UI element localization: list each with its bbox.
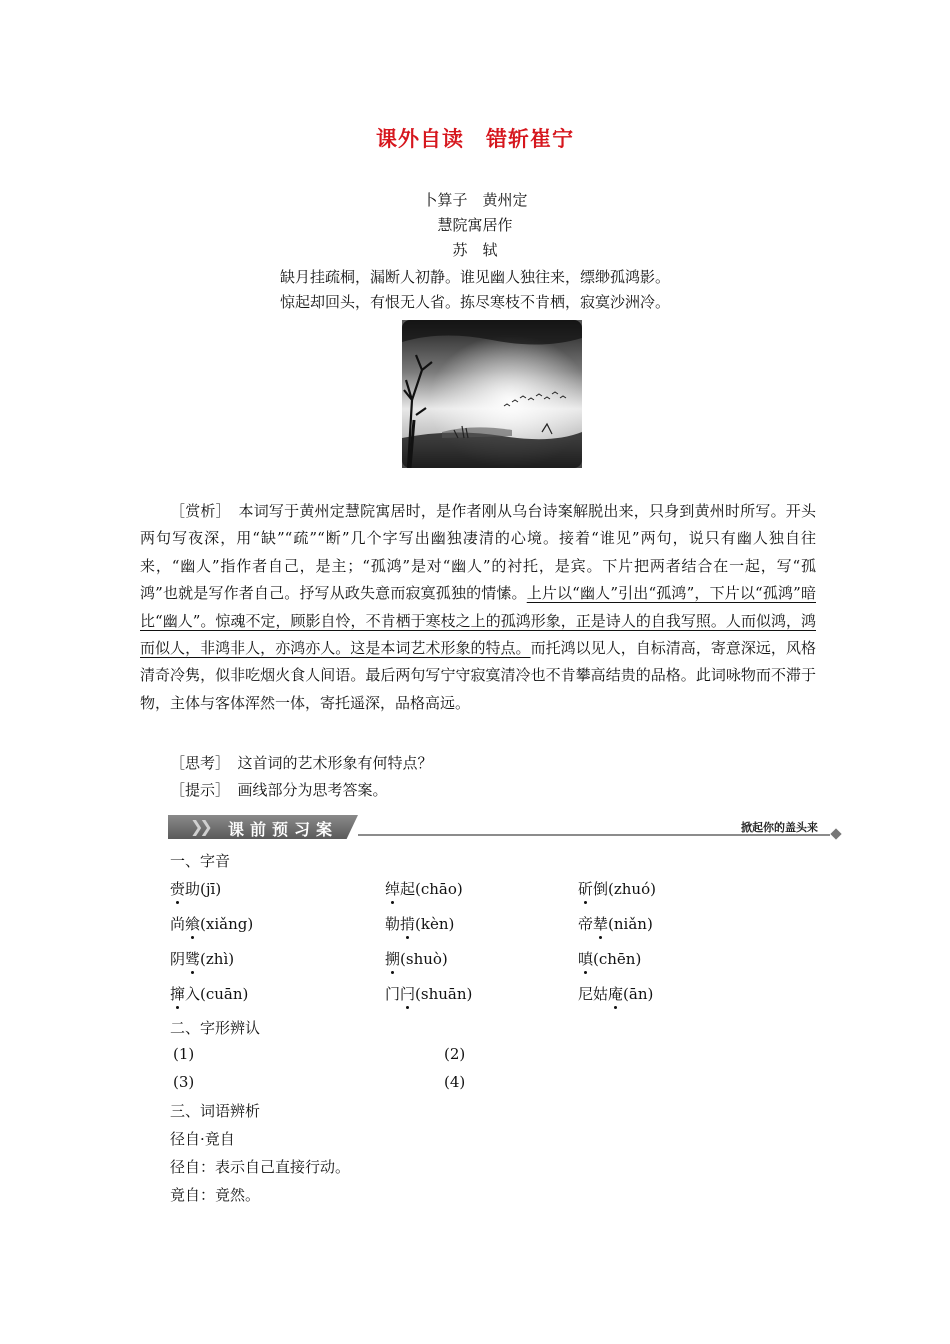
chevron-right-icon: ❯❯ xyxy=(190,817,209,836)
definition-2: 竟自：竟然。 xyxy=(170,1186,261,1204)
pron-item xyxy=(385,878,463,899)
ink-landscape-illustration xyxy=(402,320,582,468)
pron-pre: 尚 xyxy=(170,915,186,933)
pron-rest: (xiǎng) xyxy=(200,915,254,933)
pron-pre: 阴 xyxy=(170,950,186,968)
pron-char: 绰 xyxy=(385,880,401,898)
pron-item xyxy=(578,878,656,899)
poem-line-2: 惊起却回头，有恨无人省。拣尽寒枝不肯栖，寂寞沙洲冷。 xyxy=(279,293,670,311)
pron-pre: 帝 xyxy=(578,915,594,933)
pron-char: 飨 xyxy=(185,915,201,933)
definition-1: 径自：表示自己直接行动。 xyxy=(170,1158,351,1176)
pron-rest: 起(chāo) xyxy=(400,880,463,898)
pron-rest: (shuò) xyxy=(400,950,448,968)
section1-heading: 一、字音 xyxy=(170,852,231,870)
pron-item xyxy=(385,913,454,934)
pron-item xyxy=(385,983,472,1004)
pron-pre: 勒 xyxy=(385,915,401,933)
page-title: 课外自读 错斩崔宁 xyxy=(376,127,574,151)
think-question: ［思考］ 这首词的艺术形象有何特点？ xyxy=(170,754,433,772)
pron-char: 搠 xyxy=(385,950,401,968)
banner-label: 课前预习案 xyxy=(228,820,339,839)
pron-rest: (shuān) xyxy=(415,985,473,1003)
pron-char: 赍 xyxy=(170,880,186,898)
poem-tune-title: 卜算子 黄州定 xyxy=(422,191,528,209)
pron-item xyxy=(170,948,234,969)
pron-rest: (niǎn) xyxy=(608,915,653,933)
analysis-text-1: ［赏析］ 本词写于黄州定慧院寓居时，是作者刚从乌台诗案解脱出来，只身到黄州时所写。开头两句写夜深，用“缺”“疏”“断”几个字写出幽独凄清的心境。接着“谁见”两句，说只有幽人独自往来，“幽人”指作者自己，是主；“孤鸿”是对“幽人”的衬托，是宾。下片把两者结合在一起，写“孤鸿”也就是写作者自己。抒写从政失意而寂寞孤独的情愫。 xyxy=(140,502,816,603)
pron-item xyxy=(385,948,448,969)
pron-rest: (kèn) xyxy=(415,915,455,933)
glyph-item-1: (1) xyxy=(173,1045,195,1063)
glyph-item-4: (4) xyxy=(444,1073,466,1091)
glyph-item-2: (2) xyxy=(444,1045,466,1063)
pron-rest: (ān) xyxy=(623,985,654,1003)
pron-rest: 助(jī) xyxy=(185,880,222,898)
pron-item xyxy=(170,913,253,934)
pron-char: 撺 xyxy=(170,985,186,1003)
pron-char: 闩 xyxy=(400,985,416,1003)
pron-pre: 门 xyxy=(385,985,401,1003)
pron-item xyxy=(578,983,653,1004)
pron-rest: (zhì) xyxy=(200,950,235,968)
section3-heading: 三、词语辨析 xyxy=(170,1102,261,1120)
pron-item xyxy=(578,913,653,934)
banner-right-text: 掀起你的盖头来 xyxy=(741,821,818,834)
pron-item xyxy=(170,983,248,1004)
poem-line-1: 缺月挂疏桐，漏断人初静。谁见幽人独往来，缥缈孤鸿影。 xyxy=(279,268,670,286)
section2-heading: 二、字形辨认 xyxy=(170,1019,261,1037)
word-pair: 径自·竟自 xyxy=(170,1130,235,1148)
poem-author: 苏 轼 xyxy=(452,241,498,259)
glyph-item-3: (3) xyxy=(173,1073,195,1091)
pron-rest: 倒(zhuó) xyxy=(593,880,656,898)
poem-subtitle: 慧院寓居作 xyxy=(437,216,513,234)
pron-item xyxy=(170,878,221,899)
pron-rest: 入(cuān) xyxy=(185,985,249,1003)
pron-char: 掯 xyxy=(400,915,416,933)
pron-char: 庵 xyxy=(608,985,624,1003)
pron-char: 嗔 xyxy=(578,950,594,968)
pron-pre: 尼姑 xyxy=(578,985,609,1003)
analysis-paragraph xyxy=(140,498,816,717)
section-banner xyxy=(168,812,840,842)
hint-text: ［提示］ 画线部分为思考答案。 xyxy=(170,781,388,799)
pron-char: 骘 xyxy=(185,950,201,968)
pron-item xyxy=(578,948,641,969)
pron-char: 斫 xyxy=(578,880,594,898)
diamond-icon xyxy=(830,828,841,839)
analysis-text-2: 而托鸿以见人，自标清高，寄意深远，风格清奇冷隽，似非吃烟火食人间语。最后两句写宁守寂寞清冷也不肯攀高结贵的品格。此词咏物而不滞于物，主体与客体浑然一体，寄托遥深，品格高远。 xyxy=(140,639,816,712)
pron-char: 辇 xyxy=(593,915,609,933)
pron-rest: (chēn) xyxy=(593,950,642,968)
analysis-underlined-answer: 上片以“幽人”引出“孤鸿”，下片以“孤鸿”暗比“幽人”。惊魂不定，顾影自怜，不肯栖于寒枝之上的孤鸿形象，正是诗人的自我写照。人而似鸿，鸿而似人，非鸿非人，亦鸿亦人。这是本词艺术形象的特点。 xyxy=(140,584,816,658)
